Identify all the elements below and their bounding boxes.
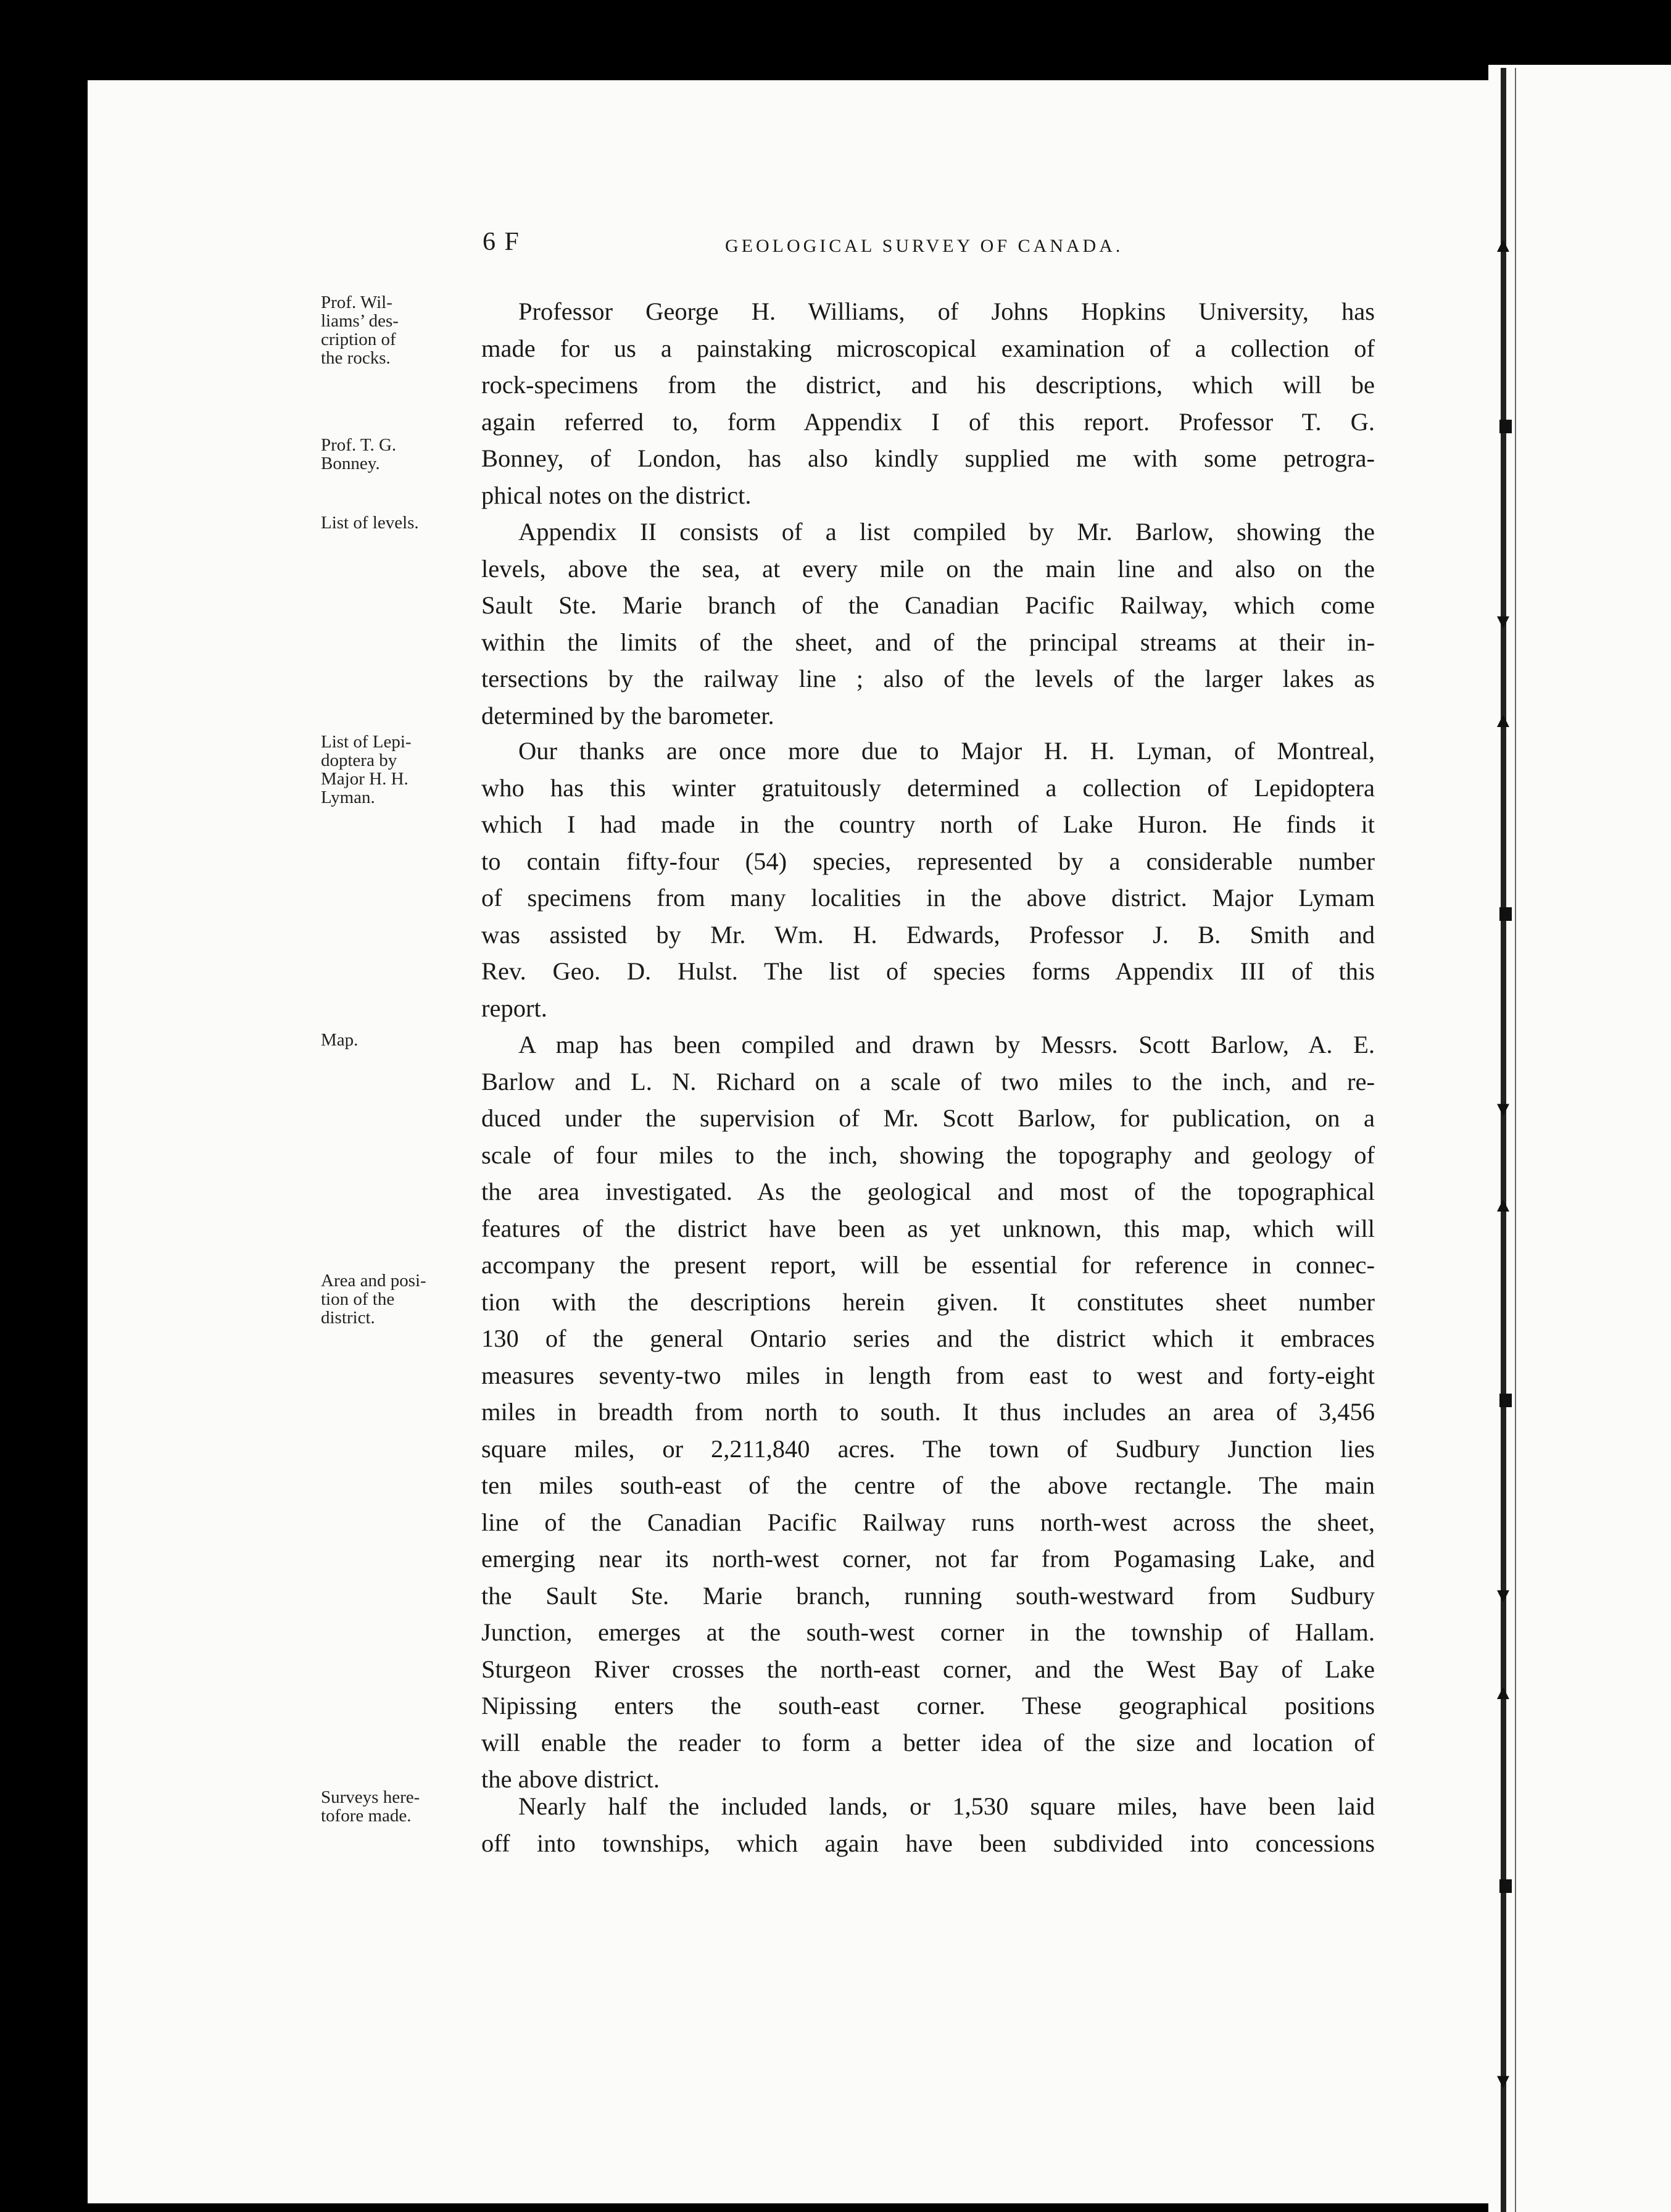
text-line: Professor George H. Williams, of Johns Hopkins University, has [518, 297, 1375, 325]
text-line: will enable the reader to form a better idea of the size and location of [481, 1728, 1375, 1757]
text-line: was assisted by Mr. Wm. H. Edwards, Professor J. B. Smith and [481, 920, 1375, 949]
text-line: Barlow and L. N. Richard on a scale of two miles to the inch, and re- [481, 1067, 1375, 1096]
binding-mark-icon: ▼ [1493, 610, 1514, 633]
text-line: Bonney, of London, has also kindly supplied me with some petrogra- [481, 444, 1375, 472]
text-line: emerging near its north-west corner, not far from Pogamasing Lake, and [481, 1545, 1375, 1573]
text-line: who has this winter gratuitously determined a collection of Lepidoptera [481, 773, 1375, 802]
text-line: made for us a painstaking microscopical examination of a collection of [481, 334, 1375, 362]
margin-note: Area and posi- tion of the district. [321, 1271, 426, 1328]
binding-mark-icon: ▲ [1493, 234, 1514, 257]
binding-mark-icon [1499, 907, 1512, 921]
text-line: line of the Canadian Pacific Railway runs north-west across the sheet, [481, 1508, 1375, 1536]
text-line: square miles, or 2,211,840 acres. The town of Sudbury Junction lies [481, 1434, 1375, 1463]
margin-note: Surveys here- tofore made. [321, 1787, 420, 1826]
text-line: duced under the supervision of Mr. Scott Barlow, for publication, on a [481, 1104, 1375, 1132]
text-line: the Sault Ste. Marie branch, running south-westward from Sudbury [481, 1581, 1375, 1610]
text-line: A map has been compiled and drawn by Messrs. Scott Barlow, A. E. [518, 1031, 1375, 1058]
margin-note: Prof. Wil- liams’ des- cription of the rocks. [321, 293, 399, 368]
text-line: 130 of the general Ontario series and the district which it embraces [481, 1324, 1375, 1352]
text-line: within the limits of the sheet, and of the principal streams at their in- [481, 628, 1375, 656]
text-line: Junction, emerges at the south-west corner in the township of Hallam. [481, 1618, 1375, 1646]
binding-mark-icon [1499, 1394, 1512, 1407]
page-number: 6 F [483, 228, 520, 256]
text-line: tion with the descriptions herein given. It constitutes sheet number [481, 1287, 1375, 1316]
text-line: measures seventy-two miles in length from east to west and forty-eight [481, 1361, 1375, 1389]
text-line: Rev. Geo. D. Hulst. The list of species forms Appendix III of this [481, 957, 1375, 985]
text-line: accompany the present report, will be essential for reference in connec- [481, 1251, 1375, 1279]
text-line: determined by the barometer. [481, 701, 774, 730]
binding-mark-icon [1499, 420, 1512, 433]
text-line: which I had made in the country north of Lake Huron. He finds it [481, 810, 1375, 838]
text-line: to contain fifty-four (54) species, represented by a considerable number [481, 847, 1375, 875]
body-paragraph [481, 293, 1375, 514]
text-line: Sault Ste. Marie branch of the Canadian Pacific Railway, which come [481, 591, 1375, 619]
binding-mark-icon: ▲ [1493, 1194, 1514, 1216]
binding-mark-icon: ▼ [1493, 1584, 1514, 1607]
text-line: report. [481, 994, 547, 1022]
text-line: the above district. [481, 1765, 660, 1793]
text-line: phical notes on the district. [481, 481, 752, 509]
text-line: again referred to, form Appendix I of this report. Professor T. G. [481, 407, 1375, 436]
text-line: tersections by the railway line ; also of the levels of the larger lakes as [481, 665, 1375, 692]
text-line: Our thanks are once more due to Major H. H. Lyman, of Montreal, [518, 737, 1375, 765]
binding-rule-thin [1515, 68, 1516, 2212]
text-line: Nearly half the included lands, or 1,530 square miles, have been laid [518, 1792, 1375, 1820]
text-line: levels, above the sea, at every mile on the main line and also on the [481, 554, 1375, 583]
text-line: ten miles south-east of the centre of the above rectangle. The main [481, 1471, 1375, 1499]
margin-note: List of Lepi- doptera by Major H. H. Lyman. [321, 732, 412, 807]
body-paragraph [481, 1788, 1375, 1861]
margin-note: Map. [321, 1030, 359, 1050]
body-paragraph [481, 514, 1375, 734]
binding-mark-icon: ▲ [1493, 1681, 1514, 1704]
text-line: off into townships, which again have been subdivided into concessions [481, 1829, 1375, 1857]
text-line: the area investigated. As the geological and most of the topographical [481, 1178, 1375, 1205]
text-line: Sturgeon River crosses the north-east corner, and the West Bay of Lake [481, 1655, 1375, 1683]
running-title: GEOLOGICAL SURVEY OF CANADA. [725, 236, 1124, 256]
body-paragraph [481, 733, 1375, 1026]
text-line: miles in breadth from north to south. It thus includes an area of 3,456 [481, 1398, 1375, 1426]
margin-note: List of levels. [321, 513, 419, 533]
binding-mark-icon: ▼ [1493, 1098, 1514, 1121]
text-line: Appendix II consists of a list compiled by Mr. Barlow, showing the [518, 518, 1375, 546]
binding-mark-icon: ▲ [1493, 709, 1514, 732]
text-line: rock-specimens from the district, and his descriptions, which will be [481, 371, 1375, 399]
margin-note: Prof. T. G. Bonney. [321, 435, 397, 473]
binding-mark-icon [1499, 1879, 1512, 1893]
text-line: features of the district have been as yet unknown, this map, which will [481, 1214, 1375, 1242]
text-line: scale of four miles to the inch, showing the topography and geology of [481, 1141, 1375, 1169]
body-paragraph [481, 1026, 1375, 1798]
binding-mark-icon: ▼ [1493, 2070, 1514, 2093]
text-line: of specimens from many localities in the above district. Major Lymam [481, 884, 1375, 912]
text-line: Nipissing enters the south-east corner. These geographical positions [481, 1692, 1375, 1719]
